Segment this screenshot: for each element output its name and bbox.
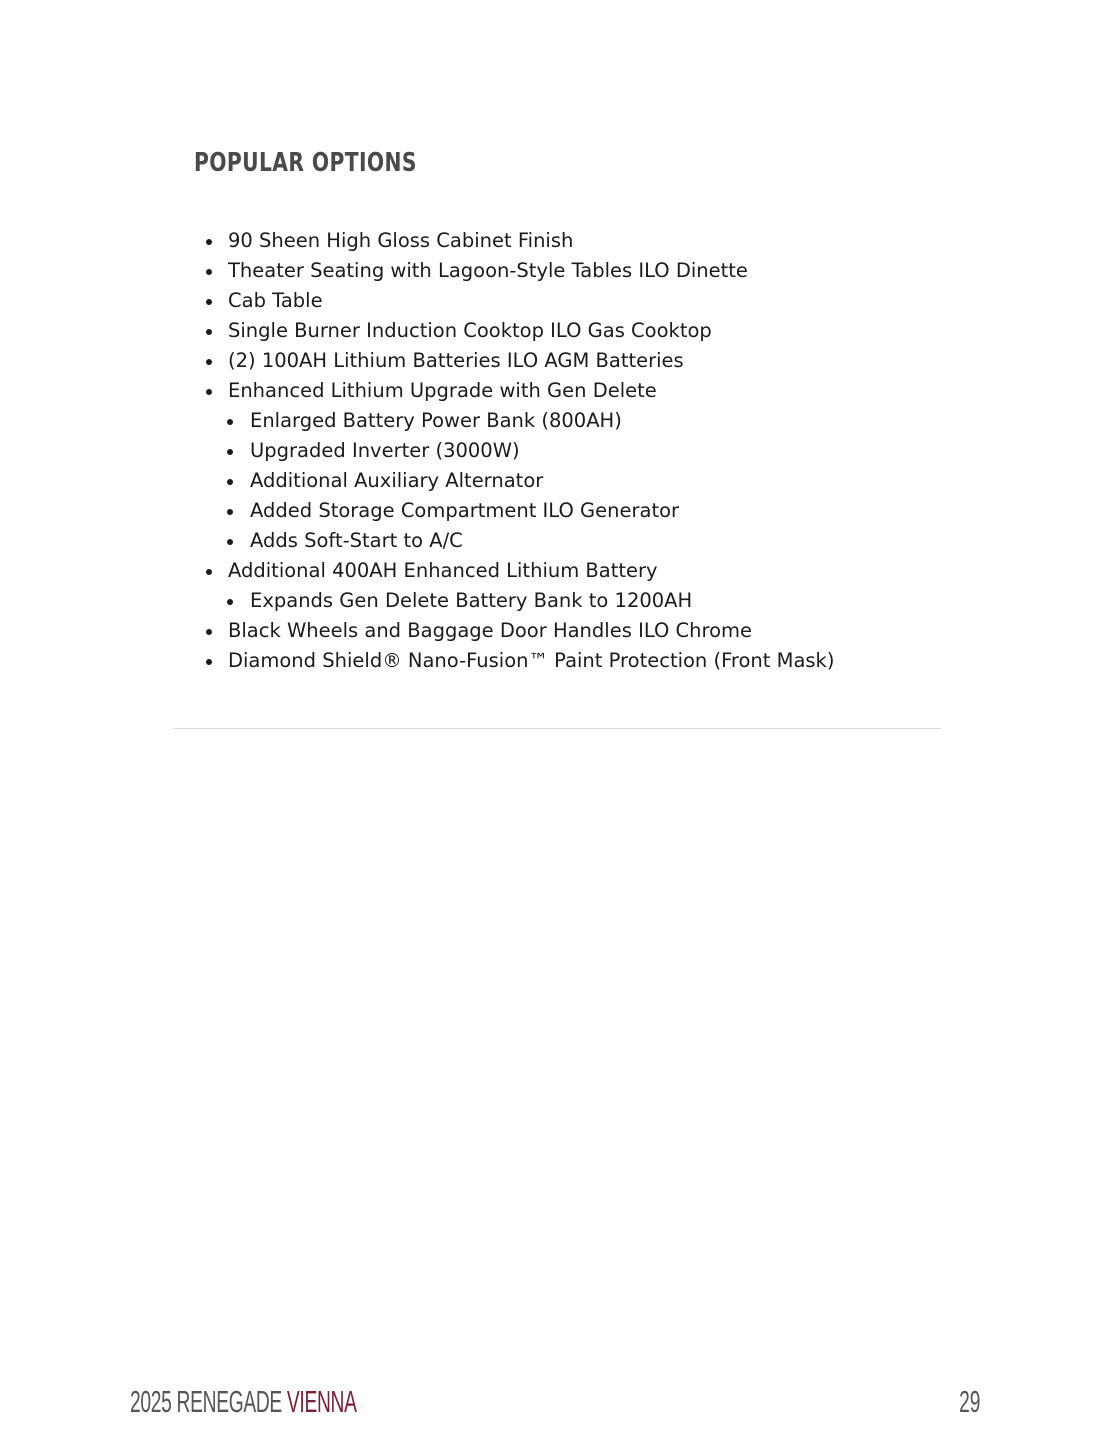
sub-list-item: Expands Gen Delete Battery Bank to 1200AH: [227, 586, 834, 616]
list-item: Diamond Shield® Nano-Fusion™ Paint Protection (Front Mask): [206, 646, 834, 676]
sub-list-item: Upgraded Inverter (3000W): [227, 436, 834, 466]
sub-list-item: Adds Soft-Start to A/C: [227, 526, 834, 556]
footer-brand: [130, 1384, 357, 1420]
list-item: (2) 100AH Lithium Batteries ILO AGM Batteries: [206, 346, 834, 376]
sub-list-item: Additional Auxiliary Alternator: [227, 466, 834, 496]
popular-options-list: [206, 226, 834, 676]
list-item: Additional 400AH Enhanced Lithium Battery: [206, 556, 834, 586]
section-title: POPULAR OPTIONS: [194, 148, 417, 178]
footer-model-name: VIENNA: [286, 1384, 357, 1419]
sub-list-item: Enlarged Battery Power Bank (800AH): [227, 406, 834, 436]
list-item: Enhanced Lithium Upgrade with Gen Delete: [206, 376, 834, 406]
list-item: Black Wheels and Baggage Door Handles ILO Chrome: [206, 616, 834, 646]
list-item: Cab Table: [206, 286, 834, 316]
list-item: Single Burner Induction Cooktop ILO Gas Cooktop: [206, 316, 834, 346]
list-item: 90 Sheen High Gloss Cabinet Finish: [206, 226, 834, 256]
list-item: Theater Seating with Lagoon-Style Tables ILO Dinette: [206, 256, 834, 286]
page-number: 29: [958, 1384, 980, 1419]
footer-brand-text: 2025 RENEGADE: [130, 1384, 282, 1419]
sub-list-item: Added Storage Compartment ILO Generator: [227, 496, 834, 526]
section-divider: [173, 728, 941, 729]
